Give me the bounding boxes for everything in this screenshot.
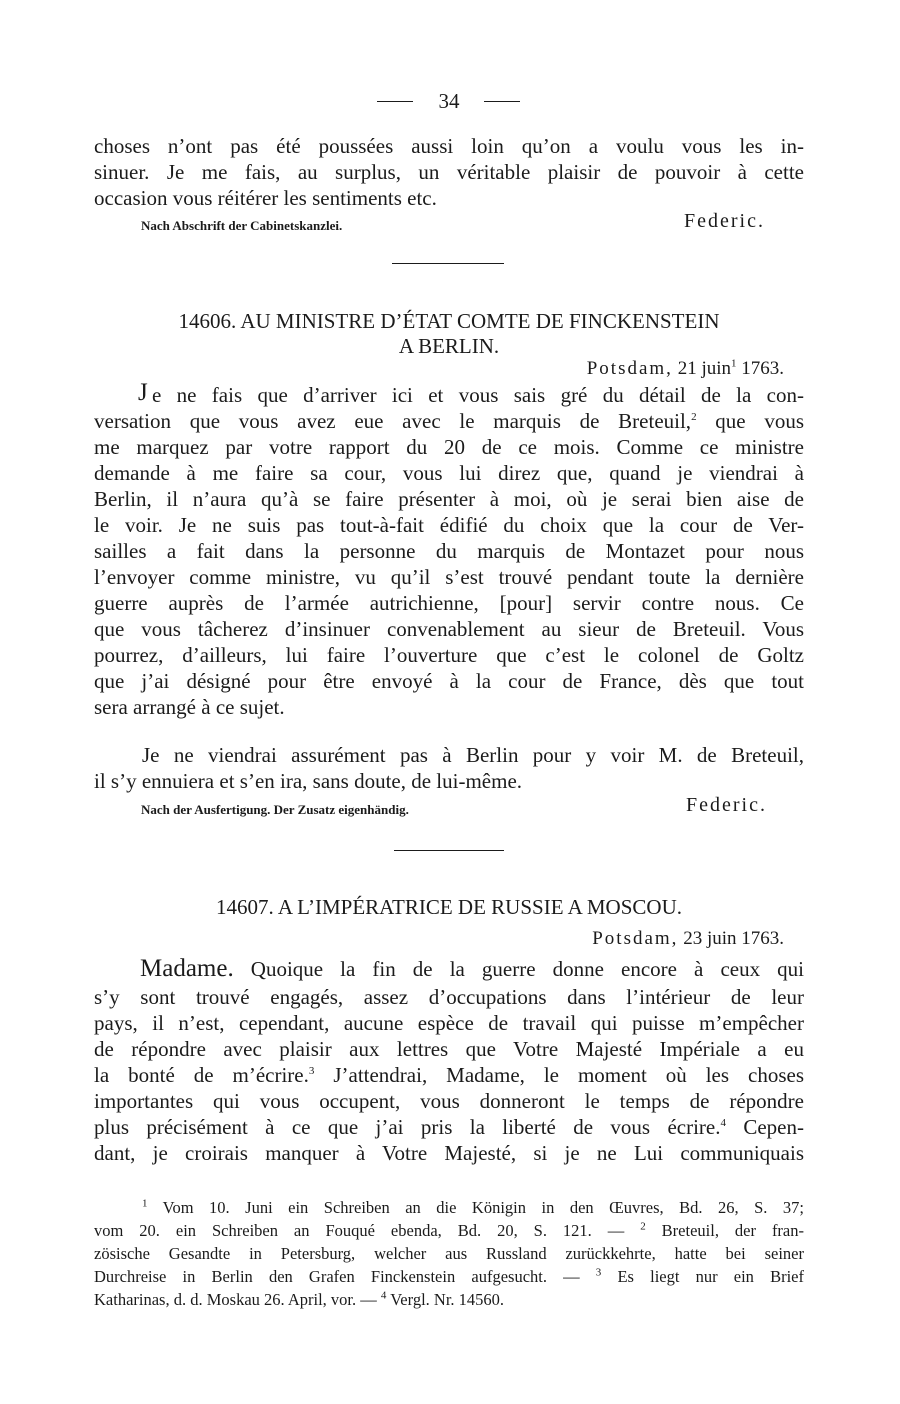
body-line: choses n’ont pas été poussées aussi loin qu’on a voulu vous les in-: [94, 134, 804, 158]
body-line: sailles a fait dans la personne du marquis de Montazet pour nous: [94, 539, 804, 563]
body-line: Je ne viendrai assurément pas à Berlin pour y voir M. de Breteuil,: [142, 743, 804, 767]
letter-heading-place: A BERLIN.: [398, 334, 500, 358]
body-line: dant, je croirais manquer à Votre Majesté, si je ne Lui communiquais: [94, 1141, 804, 1165]
body-line: occasion vous réitérer les sentiments etc.: [94, 186, 437, 210]
body-line: versation que vous avez eue avec le marquis de Breteuil,$^2$ que vous: [94, 409, 804, 433]
body-line: pourrez, d’ailleurs, lui faire l’ouverture que c’est le colonel de Goltz: [94, 643, 804, 667]
source-note: Nach der Ausfertigung. Der Zusatz eigenhändig.: [141, 802, 409, 817]
footnote-line: Katharinas, d. d. Moskau 26. April, vor. — $^4$ Vergl. Nr. 14560.: [94, 1289, 505, 1309]
footnote-line: $^1$ Vom 10. Juni ein Schreiben an die Königin in den Œuvres, Bd. 26, S. 37;: [142, 1197, 804, 1217]
body-line: Madame. Quoique la fin de la guerre donne encore à ceux qui: [140, 955, 804, 982]
section-divider: [394, 850, 504, 851]
dateline: Potsdam, 21 juin$^1$ 1763.: [586, 357, 784, 379]
body-line: Berlin, il n’aura qu’à se faire présenter à moi, où je serai bien aise de: [94, 487, 804, 511]
header-rule-left: [377, 101, 413, 102]
letter-heading: 14607. A L’IMPÉRATRICE DE RUSSIE A MOSCOU.: [216, 895, 682, 919]
body-line: guerre auprès de l’armée autrichienne, [pour] servir contre nous. Ce: [94, 591, 804, 615]
body-line: pays, il n’est, cependant, aucune espèce de travail qui puisse m’empêcher: [94, 1011, 804, 1035]
body-line: sera arrangé à ce sujet.: [94, 695, 285, 719]
footnote-line: Durchreise in Berlin den Grafen Finckenstein aufgesucht. — $^3$ Es liegt nur ein Brief: [94, 1266, 804, 1286]
body-line: il s’y ennuiera et s’en ira, sans doute, de lui-même.: [94, 769, 523, 793]
salutation: Madame.: [140, 955, 234, 982]
body-line: demande à me faire sa cour, vous lui direz que, quand je viendrai à: [94, 461, 804, 485]
footnote-line: vom 20. ein Schreiben an Fouqué ebenda, Bd. 20, S. 121. — $^2$ Breteuil, der fran-: [94, 1220, 804, 1240]
body-line: la bonté de m’écrire.$^3$ J’attendrai, Madame, le moment où les choses: [94, 1063, 804, 1087]
letter-heading: 14606. AU MINISTRE D’ÉTAT COMTE DE FINCKENSTEIN: [178, 309, 720, 333]
body-line: sinuer. Je me fais, au surplus, un véritable plaisir de pouvoir à cette: [94, 160, 804, 184]
body-line: que j’ai désigné pour être envoyé à la cour de France, dès que tout: [94, 669, 804, 693]
signature: Federic.: [684, 210, 765, 232]
body-line: me marquez par votre rapport du 20 de ce mois. Comme ce ministre: [94, 435, 804, 459]
footnote-ref: 2: [691, 411, 697, 423]
signature: Federic.: [686, 794, 767, 816]
page-number: 34: [438, 89, 460, 113]
footnote-ref: 4: [720, 1117, 726, 1129]
dateline: Potsdam, 23 juin 1763.: [592, 928, 784, 949]
source-note: Nach Abschrift der Cabinetskanzlei.: [141, 218, 343, 233]
body-line: importantes qui vous occupent, vous donneront le temps de répondre: [94, 1089, 804, 1113]
document-page: [94, 0, 806, 1404]
body-line: s’y sont trouvé engagés, assez d’occupations dans l’intérieur de leur: [94, 985, 804, 1009]
body-line: l’envoyer comme ministre, vu qu’il s’est trouvé pendant toute la dernière: [94, 565, 804, 589]
section-divider: [392, 263, 504, 264]
body-line: plus précisément à ce que j’ai pris la liberté de vous écrire.$^4$ Cepen-: [94, 1115, 804, 1139]
header-rule-right: [484, 101, 520, 102]
body-line: que vous tâcherez d’insinuer convenablement au sieur de Breteuil. Vous: [94, 617, 804, 641]
footnote-ref: 3: [308, 1065, 315, 1077]
body-line: de répondre avec plaisir aux lettres que Votre Majesté Impériale a eu: [94, 1037, 804, 1061]
body-line: J e ne fais que d’arriver ici et vous sais gré du détail de la con-: [138, 379, 804, 407]
footnote-line: zösische Gesandte in Petersburg, welcher aus Russland zurückkehrte, hatte bei seiner: [94, 1244, 804, 1263]
drop-initial: J: [138, 379, 148, 406]
body-line: le voir. Je ne suis pas tout-à-fait édifié du choix que la cour de Ver-: [94, 513, 804, 537]
